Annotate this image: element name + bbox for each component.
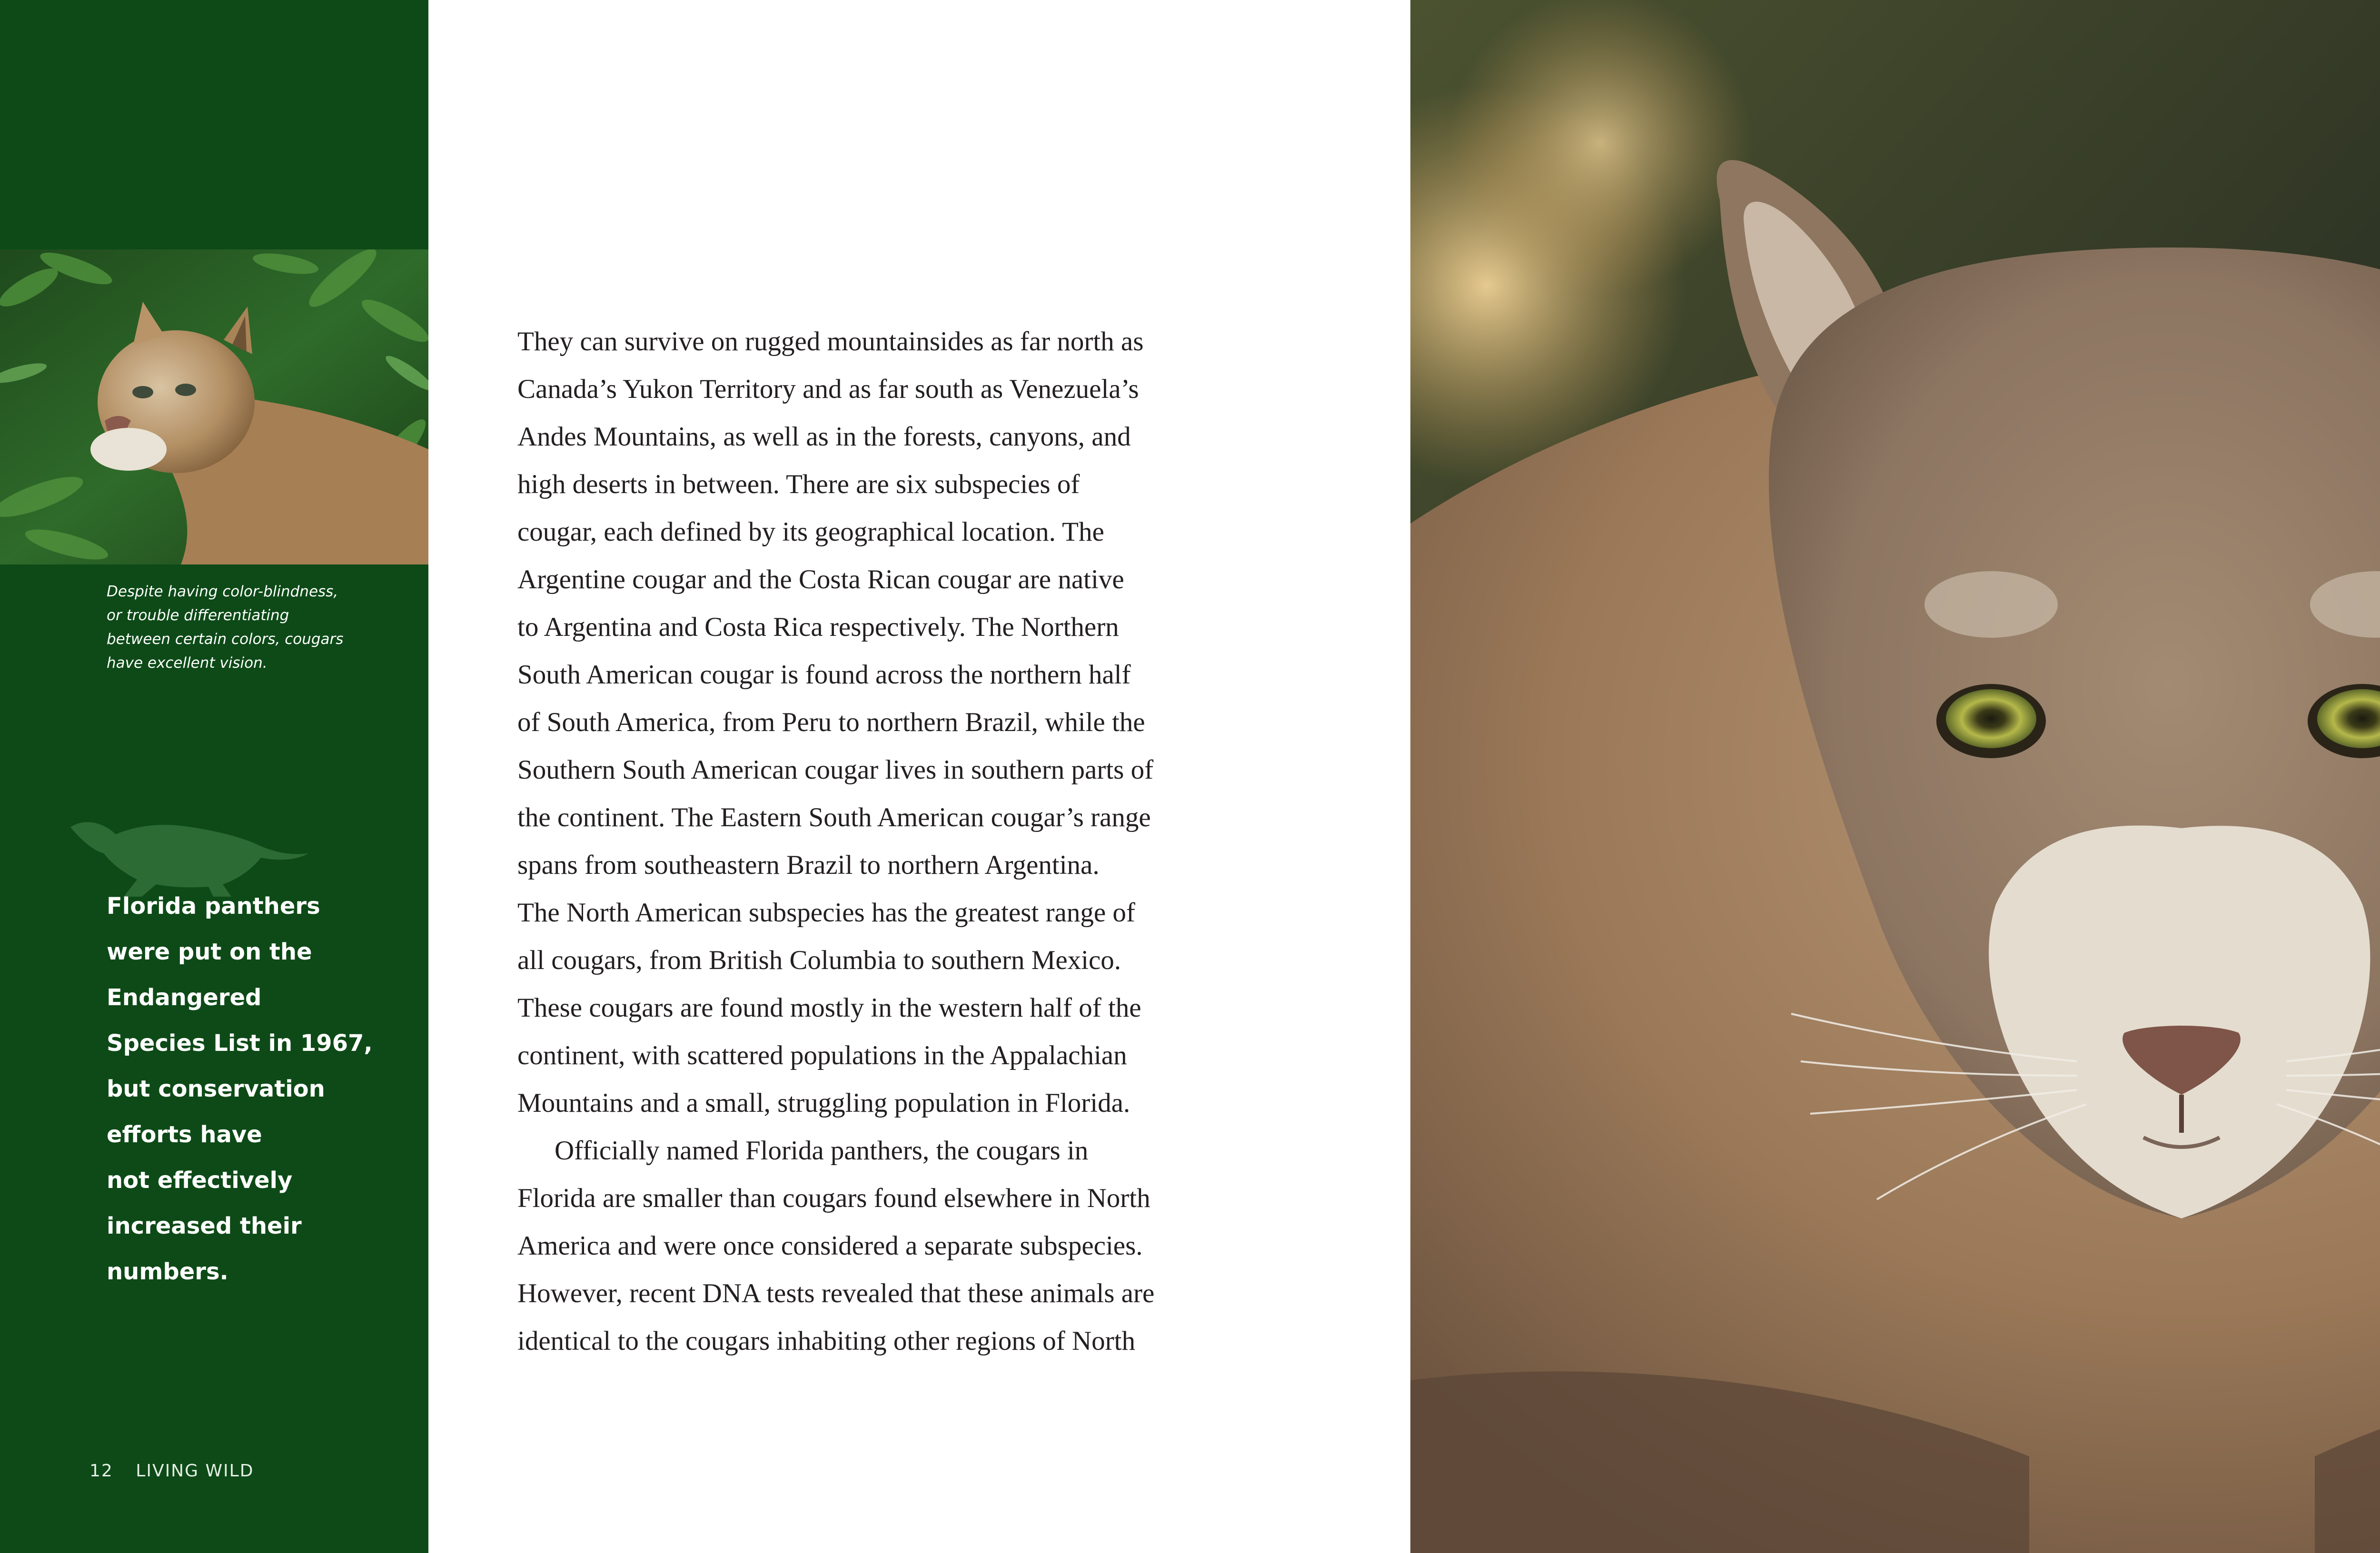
body-line: high deserts in between. There are six subspecies of bbox=[517, 469, 1080, 499]
body-line: spans from southeastern Brazil to northern Argentina. bbox=[517, 850, 1100, 880]
body-line: cougar, each defined by its geographical location. The bbox=[517, 517, 1104, 547]
body-line: They can survive on rugged mountainsides as far north as bbox=[517, 326, 1144, 356]
body-line: The North American subspecies has the greatest range of bbox=[517, 898, 1135, 928]
cougar-inset-photo bbox=[0, 249, 428, 564]
page-number: 12 bbox=[89, 1461, 113, 1481]
body-line: Argentine cougar and the Costa Rican cougar are native bbox=[517, 564, 1124, 594]
body-line: America and were once considered a separate subspecies. bbox=[517, 1231, 1143, 1261]
inset-photo-caption: Despite having color-blindness, or trouble differentiating between certain colors, cougars have excellent vision. bbox=[107, 583, 344, 672]
body-text bbox=[517, 318, 1217, 1365]
body-line: These cougars are found mostly in the western half of the bbox=[517, 993, 1141, 1023]
body-line: to Argentina and Costa Rica respectively. The Northern bbox=[517, 612, 1119, 642]
body-line: South American cougar is found across the northern half bbox=[517, 660, 1131, 690]
sidebar-fact: Florida panthers were put on the Endangered Species List in 1967, but conservation efforts have not effectively increased their numbers. bbox=[107, 893, 373, 1285]
body-line: Southern South American cougar lives in southern parts of bbox=[517, 755, 1154, 785]
body-line: Mountains and a small, struggling population in Florida. bbox=[517, 1088, 1130, 1118]
series-title: LIVING WILD bbox=[136, 1461, 254, 1481]
body-line: all cougars, from British Columbia to southern Mexico. bbox=[517, 945, 1121, 975]
body-line: the continent. The Eastern South American cougar’s range bbox=[517, 802, 1151, 832]
body-line: Officially named Florida panthers, the cougars in bbox=[555, 1136, 1089, 1166]
body-line: Canada’s Yukon Territory and as far south as Venezuela’s bbox=[517, 374, 1139, 404]
body-line: of South America, from Peru to northern Brazil, while the bbox=[517, 707, 1145, 737]
body-line: identical to the cougars inhabiting other regions of North bbox=[517, 1326, 1136, 1356]
florida-panther-photo bbox=[1410, 0, 2380, 1553]
page-folio bbox=[89, 1461, 254, 1481]
body-line: Andes Mountains, as well as in the forests, canyons, and bbox=[517, 422, 1131, 452]
sidebar bbox=[0, 0, 428, 1553]
body-line: Florida are smaller than cougars found elsewhere in North bbox=[517, 1183, 1150, 1213]
body-line: continent, with scattered populations in the Appalachian bbox=[517, 1040, 1127, 1070]
body-line: However, recent DNA tests revealed that these animals are bbox=[517, 1278, 1155, 1308]
